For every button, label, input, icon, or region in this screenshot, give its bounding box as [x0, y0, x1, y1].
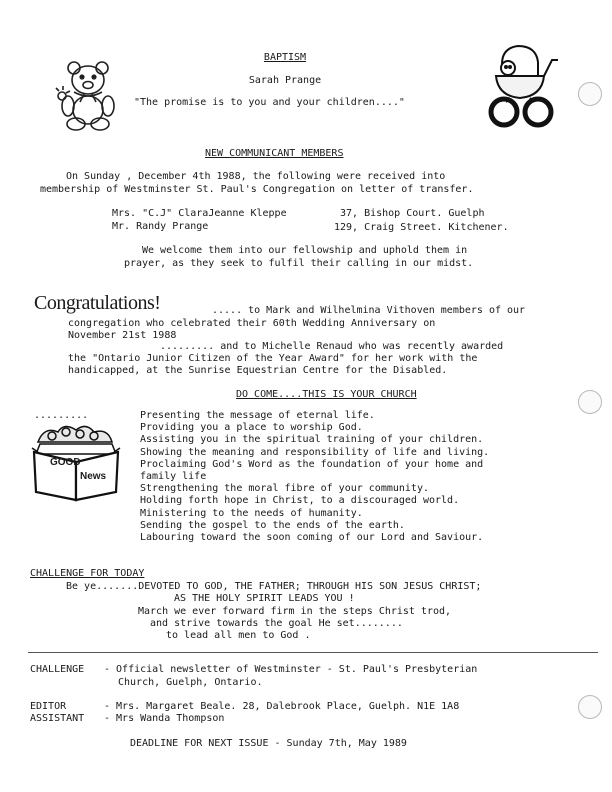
- footer-deadline: DEADLINE FOR NEXT ISSUE - Sunday 7th, May 1989: [130, 738, 407, 749]
- congratulations-heading: Congratulations!: [34, 292, 161, 314]
- communicants-heading: NEW COMMUNICANT MEMBERS: [205, 148, 344, 159]
- do-come-line: Assisting you in the spiritual training of your children.: [140, 434, 484, 446]
- communicants-intro-line2: membership of Westminster St. Paul's Congregation on letter of transfer.: [40, 184, 474, 195]
- welcome-line1: We welcome them into our fellowship and uphold them in: [142, 245, 468, 256]
- do-come-line: Proclaiming God's Word as the foundation of your home and: [140, 458, 484, 470]
- challenge-today-heading: CHALLENGE FOR TODAY: [30, 568, 145, 579]
- footer-challenge-label: CHALLENGE: [30, 664, 85, 675]
- welcome-line2: prayer, as they seek to fulfil their calling in our midst.: [124, 258, 474, 269]
- congratulations-line1: ..... to Mark and Wilhelmina Vithoven members of our: [212, 305, 526, 316]
- binder-hole-bottom: [578, 695, 602, 719]
- do-come-line: Holding forth hope in Christ, to a discouraged world.: [140, 495, 460, 507]
- member-name-1: Mrs. "C.J" ClaraJeanne Kleppe: [112, 208, 287, 219]
- baby-carriage-illustration: [478, 42, 560, 128]
- good-news-text-top: GOOD: [50, 457, 81, 468]
- do-come-line: Providing you a place to worship God.: [140, 422, 363, 434]
- do-come-line: Sending the gospel to the ends of the earth.: [140, 519, 405, 531]
- do-come-line: Presenting the message of eternal life.: [140, 410, 375, 421]
- footer-assistant-label: ASSISTANT: [30, 713, 85, 724]
- footer-challenge-text2: Church, Guelph, Ontario.: [118, 677, 263, 688]
- challenge-today-line4: and strive towards the goal He set........: [150, 618, 403, 629]
- do-come-lead-dots: .........: [34, 410, 89, 421]
- member-name-2: Mr. Randy Prange: [112, 221, 209, 232]
- do-come-heading: DO COME....THIS IS YOUR CHURCH: [236, 389, 417, 400]
- member-address-1: 37, Bishop Court. Guelph: [340, 208, 485, 219]
- congratulations-line2: congregation who celebrated their 60th Wedding Anniversary on: [68, 318, 436, 329]
- footer-editor-label: EDITOR: [30, 701, 67, 712]
- communicants-intro-line1: On Sunday , December 4th 1988, the following were received into: [66, 171, 446, 182]
- congratulations-line6: handicapped, at the Sunrise Equestrian Centre for the Disabled.: [68, 365, 448, 376]
- binder-hole-middle: [578, 390, 602, 414]
- member-address-2: 129, Craig Street. Kitchener.: [334, 222, 509, 233]
- do-come-line: Ministering to the needs of humanity.: [140, 507, 363, 519]
- baptism-quote: "The promise is to you and your children....": [134, 97, 405, 108]
- good-news-text-bottom: News: [80, 471, 107, 482]
- do-come-list: [140, 410, 489, 544]
- congratulations-line4: ......... and to Michelle Renaud who was recently awarded: [160, 341, 504, 352]
- footer-divider: [28, 652, 598, 653]
- baptism-name: Sarah Prange: [248, 75, 322, 86]
- footer-assistant-text: - Mrs Wanda Thompson: [104, 713, 225, 724]
- challenge-today-line2: AS THE HOLY SPIRIT LEADS YOU !: [174, 593, 355, 604]
- challenge-today-line5: to lead all men to God .: [166, 630, 311, 641]
- do-come-line: Strengthening the moral fibre of your community.: [140, 483, 429, 495]
- footer-editor-text: - Mrs. Margaret Beale. 28, Dalebrook Place, Guelph. N1E 1A8: [104, 701, 460, 712]
- challenge-today-line3: March we ever forward firm in the steps Christ trod,: [138, 606, 452, 617]
- congratulations-line5: the "Ontario Junior Citizen of the Year Award" for her work with the: [68, 353, 478, 364]
- challenge-today-line1: Be ye.......DEVOTED TO GOD, THE FATHER; THROUGH HIS SON JESUS CHRIST;: [66, 581, 482, 592]
- congratulations-line3: November 21st 1988: [68, 330, 177, 341]
- do-come-line: family life: [140, 471, 207, 483]
- binder-hole-top: [578, 82, 602, 106]
- do-come-line: Labouring toward the soon coming of our Lord and Saviour.: [140, 532, 484, 544]
- do-come-line: Showing the meaning and responsibility of life and living.: [140, 446, 490, 458]
- teddy-bear-illustration: [54, 58, 126, 132]
- footer-challenge-text1: - Official newsletter of Westminster - St. Paul's Presbyterian: [104, 664, 478, 675]
- baptism-heading: BAPTISM: [263, 52, 307, 63]
